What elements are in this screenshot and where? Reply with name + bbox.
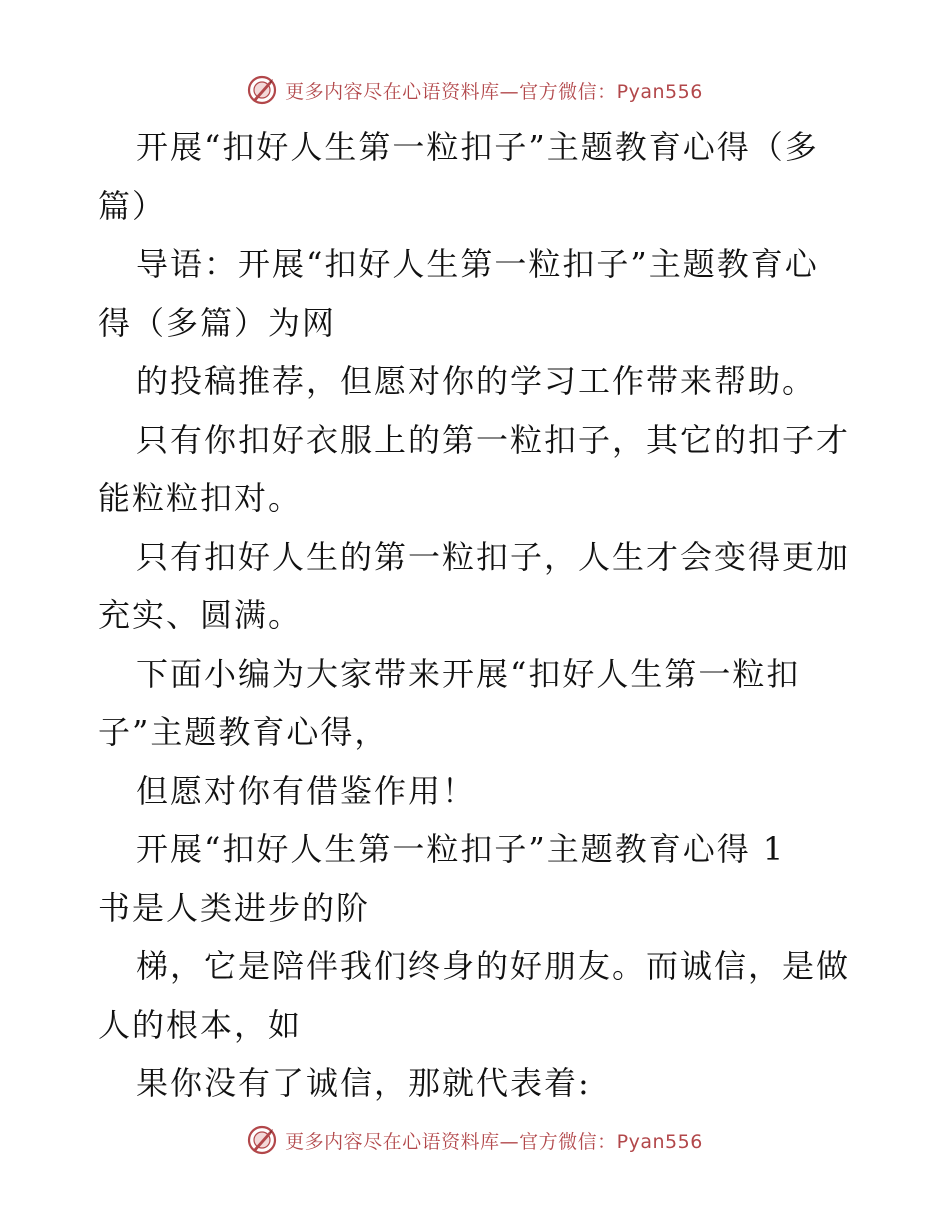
text-line: 开展“扣好人生第一粒扣子”主题教育心得（多 bbox=[136, 128, 819, 166]
text-line: 只有扣好人生的第一粒扣子，人生才会变得更加 bbox=[136, 537, 851, 576]
text-line: 书是人类进步的阶 bbox=[98, 888, 371, 927]
text-line: 的投稿推荐，但愿对你的学习工作带来帮助。 bbox=[136, 362, 817, 400]
text-line: 能粒粒扣对。 bbox=[98, 479, 303, 517]
footer-watermark bbox=[0, 1123, 950, 1157]
text-line: 得（多篇）为网 bbox=[98, 303, 337, 342]
text-line: 梯，它是陪伴我们终身的好朋友。而诚信，是做 bbox=[136, 947, 851, 985]
watermark-text: 更多内容尽在心语资料库—官方微信：Pyan556 bbox=[285, 80, 703, 103]
feather-pen-icon bbox=[247, 75, 277, 105]
text-line: 下面小编为大家带来开展“扣好人生第一粒扣 bbox=[136, 654, 801, 693]
text-line: 篇） bbox=[98, 186, 167, 225]
watermark-text: 更多内容尽在心语资料库—官方微信：Pyan556 bbox=[285, 1130, 703, 1153]
text-line: 子”主题教育心得， bbox=[98, 713, 389, 751]
document-body bbox=[98, 118, 858, 1113]
text-line: 导语：开展“扣好人生第一粒扣子”主题教育心 bbox=[136, 245, 819, 283]
text-line: 人的根本，如 bbox=[98, 1005, 303, 1044]
text-line: 开展“扣好人生第一粒扣子”主题教育心得 1 bbox=[136, 830, 786, 868]
text-line: 充实、圆满。 bbox=[98, 596, 303, 634]
text-line: 但愿对你有借鉴作用！ bbox=[136, 771, 477, 810]
text-line: 只有你扣好衣服上的第一粒扣子，其它的扣子才 bbox=[136, 420, 851, 459]
text-line: 果你没有了诚信，那就代表着: bbox=[136, 1064, 591, 1102]
feather-pen-icon bbox=[247, 1125, 277, 1155]
header-watermark bbox=[0, 73, 950, 107]
